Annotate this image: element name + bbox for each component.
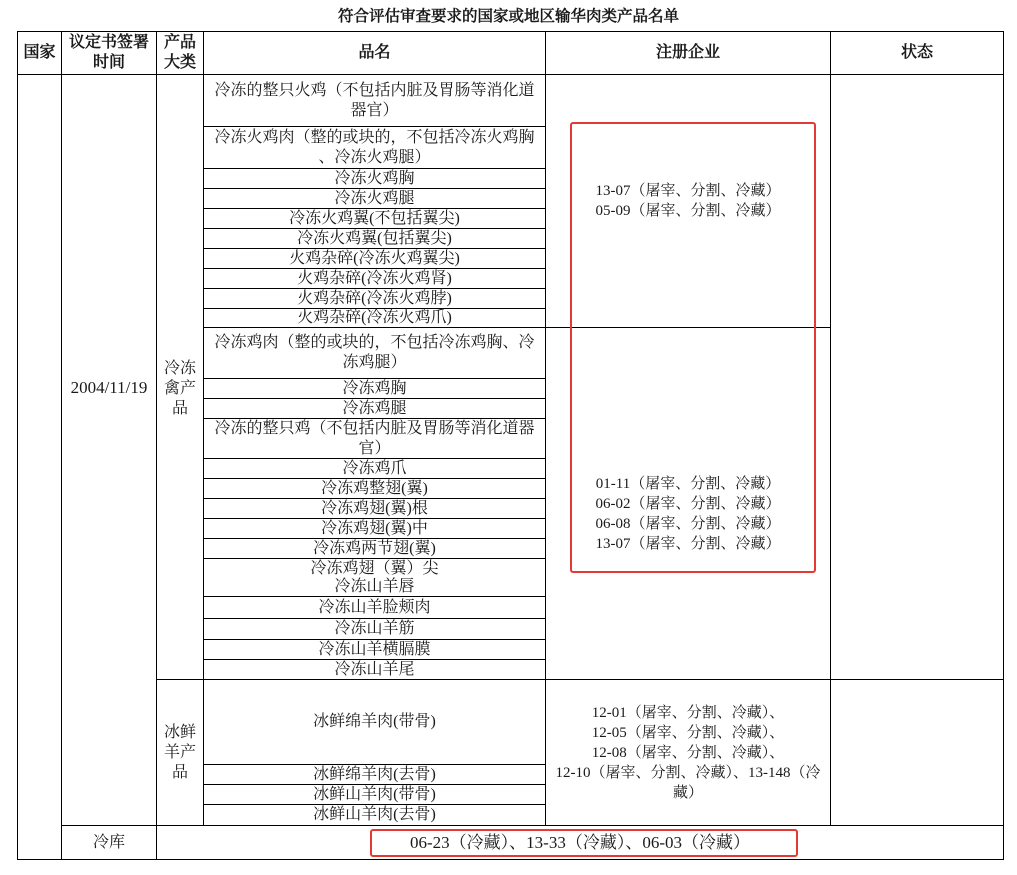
product-name-cell: 冷冻的整只火鸡（不包括内脏及胃肠等消化道器官） — [204, 75, 546, 127]
header-product-name: 品名 — [204, 31, 546, 75]
registrant-entry: 12-10（屠宰、分割、冷藏）、13-148（冷藏） — [555, 764, 821, 801]
product-name-cell: 火鸡杂碎(冷冻火鸡脖) — [204, 289, 546, 309]
product-name-cell: 冷冻的整只鸡（不包括内脏及胃肠等消化道器官） — [204, 419, 546, 459]
product-name-cell: 火鸡杂碎(冷冻火鸡爪) — [204, 309, 546, 328]
registrant-cell-turkey — [546, 75, 831, 328]
product-name-cell: 冷冻鸡爪 — [204, 459, 546, 479]
product-name-cell: 火鸡杂碎(冷冻火鸡肾) — [204, 269, 546, 289]
header-category: 产品大类 — [157, 31, 204, 75]
product-name-cell: 冰鲜绵羊肉(去骨) — [204, 765, 546, 785]
status-cell — [831, 75, 1004, 680]
signing-date-cell: 2004/11/19 — [62, 75, 157, 826]
registrant-entry: 01-11（屠宰、分割、冷藏） — [595, 475, 781, 492]
country-cell — [17, 75, 62, 860]
registrant-entry: 12-08（屠宰、分割、冷藏）、 — [591, 744, 785, 761]
product-name-cell: 冷冻鸡翅(翼)中 — [204, 519, 546, 539]
product-name-cell: 冷冻山羊脸颊肉 — [204, 597, 546, 619]
product-name-cell: 冷冻鸡肉（整的或块的，不包括冷冻鸡胸、冷冻鸡腿） — [204, 328, 546, 379]
header-country: 国家 — [17, 31, 62, 75]
product-name-cell: 冷冻山羊筋 — [204, 619, 546, 640]
registrant-cell-mutton — [546, 680, 831, 826]
page-title: 符合评估审查要求的国家或地区输华肉类产品名单 — [337, 8, 679, 25]
category-cell-chilled-mutton: 冰鲜羊产品 — [157, 680, 204, 826]
cold-storage-label: 冷库 — [62, 826, 157, 860]
registrant-list — [546, 181, 830, 221]
registrant-entry: 05-09（屠宰、分割、冷藏） — [595, 203, 781, 219]
product-name-cell: 火鸡杂碎(冷冻火鸡翼尖) — [204, 249, 546, 269]
registrant-list — [546, 474, 830, 554]
product-name-cell: 冰鲜山羊肉(带骨) — [204, 785, 546, 805]
product-name-cell: 冷冻山羊唇 — [204, 578, 546, 597]
registrant-cell-chicken-goat — [546, 328, 831, 680]
cold-storage-registrants: 06-23（冷藏）、13-33（冷藏）、06-03（冷藏） — [157, 826, 1004, 860]
category-cell-frozen-poultry: 冷冻禽产品 — [157, 75, 204, 680]
registrant-entry: 06-08（屠宰、分割、冷藏） — [595, 515, 781, 532]
product-name-cell: 冷冻山羊横膈膜 — [204, 640, 546, 660]
product-name-cell: 冰鲜山羊肉(去骨) — [204, 805, 546, 826]
registrant-entry: 13-07（屠宰、分割、冷藏） — [595, 183, 781, 199]
product-name-cell: 冷冻鸡翅（翼）尖 — [204, 559, 546, 578]
product-name-cell: 冷冻火鸡腿 — [204, 189, 546, 209]
header-registrant: 注册企业 — [546, 31, 831, 75]
status-cell — [831, 680, 1004, 826]
product-name-cell: 冷冻火鸡翼(不包括翼尖) — [204, 209, 546, 229]
registrant-entry: 06-02（屠宰、分割、冷藏） — [595, 495, 781, 512]
product-name-cell: 冷冻火鸡肉（整的或块的，不包括冷冻火鸡胸、冷冻火鸡腿） — [204, 127, 546, 169]
product-name-cell: 冷冻鸡翅(翼)根 — [204, 499, 546, 519]
product-name-cell: 冷冻火鸡胸 — [204, 169, 546, 189]
product-name-cell: 冷冻鸡两节翅(翼) — [204, 539, 546, 559]
product-name-cell: 冰鲜绵羊肉(带骨) — [204, 680, 546, 765]
registrant-entry: 12-05（屠宰、分割、冷藏）、 — [591, 724, 785, 741]
header-signing-date: 议定书签署时间 — [62, 31, 157, 75]
product-name-cell: 冷冻鸡胸 — [204, 379, 546, 399]
registrant-list — [552, 703, 824, 803]
product-name-cell: 冷冻鸡腿 — [204, 399, 546, 419]
header-status: 状态 — [831, 31, 1004, 75]
product-name-cell: 冷冻山羊尾 — [204, 660, 546, 680]
product-name-cell: 冷冻火鸡翼(包括翼尖) — [204, 229, 546, 249]
product-name-cell: 冷冻鸡整翅(翼) — [204, 479, 546, 499]
registrant-entry: 13-07（屠宰、分割、冷藏） — [595, 535, 781, 552]
registrant-entry: 12-01（屠宰、分割、冷藏）、 — [591, 704, 785, 721]
